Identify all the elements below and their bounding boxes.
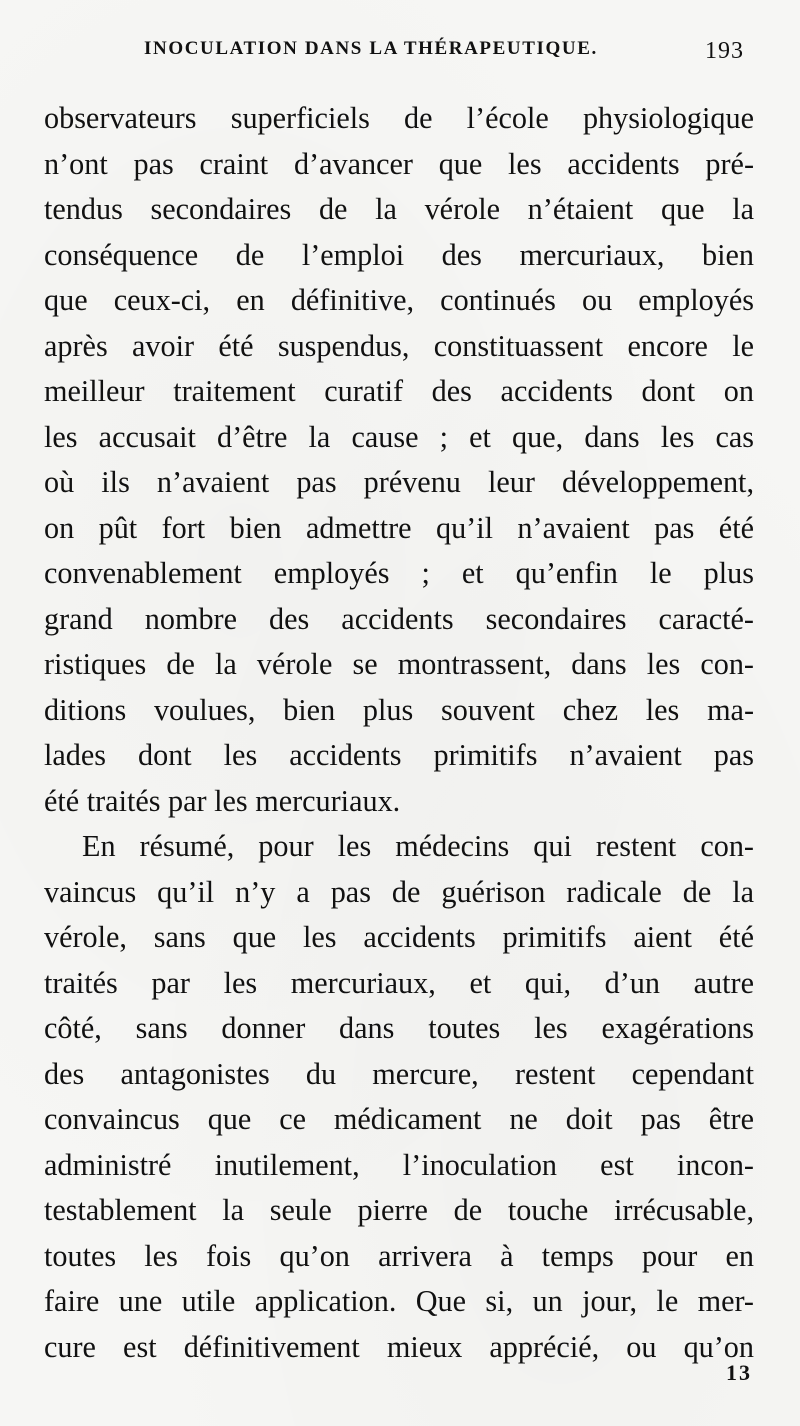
text-line: ristiques de la vérole se montrassent, dans les con- bbox=[44, 647, 754, 681]
running-title: INOCULATION DANS LA THÉRAPEUTIQUE. bbox=[144, 38, 598, 59]
text-line: observateurs superficiels de l’école physiologique bbox=[44, 101, 754, 135]
text-line: testablement la seule pierre de touche irrécusable, bbox=[44, 1193, 754, 1227]
text-line: des antagonistes du mercure, restent cependant bbox=[44, 1056, 754, 1091]
text-line-paragraph-start: En résumé, pour les médecins qui restent con- bbox=[82, 829, 754, 863]
text-line: où ils n’avaient pas prévenu leur développement, bbox=[44, 465, 754, 499]
text-line: cure est définitivement mieux apprécié, ou qu’on bbox=[44, 1329, 754, 1364]
signature-mark: 13 bbox=[726, 1360, 752, 1385]
text-line: que ceux-ci, en définitive, continués ou employés bbox=[44, 283, 754, 317]
page-number: 193 bbox=[705, 38, 744, 64]
text-line: on pût fort bien admettre qu’il n’avaient pas été bbox=[44, 510, 754, 545]
text-line: vaincus qu’il n’y a pas de guérison radicale de la bbox=[44, 874, 754, 909]
text-line: ditions voulues, bien plus souvent chez les ma- bbox=[44, 692, 754, 727]
text-line: administré inutilement, l’inoculation est incon- bbox=[44, 1147, 754, 1182]
text-line: convenablement employés ; et qu’enfin le plus bbox=[44, 556, 754, 590]
text-line: convaincus que ce médicament ne doit pas être bbox=[44, 1102, 754, 1136]
text-line: après avoir été suspendus, constituassent encore le bbox=[44, 328, 754, 363]
text-line: grand nombre des accidents secondaires caracté- bbox=[44, 601, 754, 636]
text-line: conséquence de l’emploi des mercuriaux, bien bbox=[44, 237, 754, 272]
text-line: lades dont les accidents primitifs n’avaient pas bbox=[44, 738, 754, 772]
text-line-paragraph-end: été traités par les mercuriaux. bbox=[44, 783, 401, 818]
text-line: faire une utile application. Que si, un jour, le mer- bbox=[44, 1284, 754, 1318]
text-line: côté, sans donner dans toutes les exagérations bbox=[44, 1011, 754, 1045]
text-line: meilleur traitement curatif des accidents dont on bbox=[44, 374, 754, 408]
text-line: traités par les mercuriaux, et qui, d’un autre bbox=[44, 965, 754, 1000]
body-text bbox=[44, 96, 754, 1370]
text-line: tendus secondaires de la vérole n’étaient que la bbox=[44, 192, 754, 226]
text-line: les accusait d’être la cause ; et que, dans les cas bbox=[44, 419, 754, 454]
text-line: toutes les fois qu’on arrivera à temps pour en bbox=[44, 1238, 754, 1273]
page-header bbox=[44, 38, 756, 74]
text-line: n’ont pas craint d’avancer que les accidents pré- bbox=[44, 146, 754, 181]
text-line: vérole, sans que les accidents primitifs aient été bbox=[44, 920, 754, 954]
